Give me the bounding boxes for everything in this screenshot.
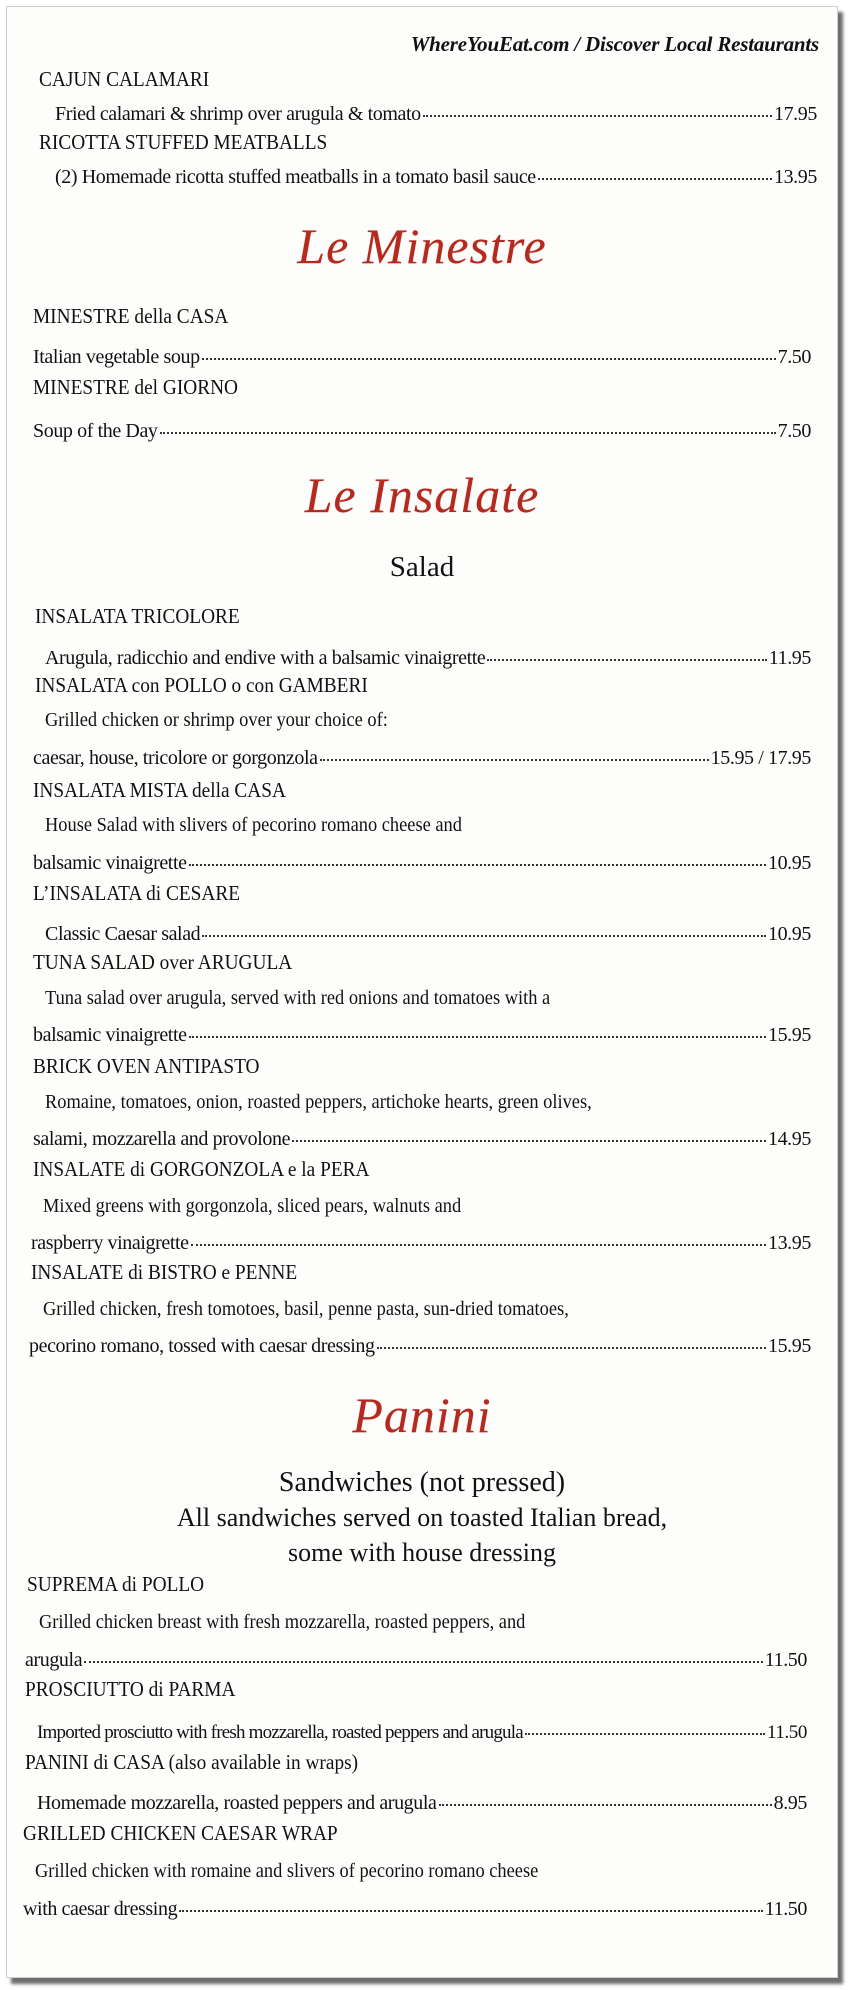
section-heading-panini: Panini: [352, 1387, 492, 1443]
menu-item-price: 15.95: [767, 1024, 811, 1046]
dot-leader: [538, 160, 772, 180]
menu-item-description: House Salad with slivers of pecorino romano cheese and: [45, 814, 462, 836]
menu-item-name: INSALATE di BISTRO e PENNE: [31, 1260, 298, 1284]
menu-item-description: Soup of the Day: [33, 420, 158, 442]
menu-item-price: 13.95: [773, 166, 817, 188]
menu-item-price-line: [45, 644, 811, 670]
menu-item-price-line: [37, 1718, 807, 1745]
menu-item-description: with caesar dressing: [23, 1898, 178, 1920]
menu-item-description: caesar, house, tricolore or gorgonzola: [33, 747, 318, 769]
menu-item-price-line: [33, 1021, 811, 1047]
menu-item-price: 15.95 / 17.95: [710, 747, 811, 769]
dot-leader: [202, 340, 776, 360]
dot-leader: [84, 1643, 763, 1663]
menu-item-price-line: [55, 100, 817, 126]
dot-leader: [320, 741, 709, 761]
section-subheading-salad: Salad: [389, 551, 455, 583]
menu-item-description: Imported prosciutto with fresh mozzarella, roasted peppers and arugula: [37, 1722, 523, 1743]
menu-item-price: 10.95: [767, 923, 811, 945]
menu-item-price: 11.50: [764, 1649, 807, 1671]
menu-item-price: 17.95: [773, 103, 817, 125]
panini-note-line-2: some with house dressing: [288, 1538, 556, 1567]
dot-leader: [189, 1018, 766, 1038]
menu-item-description: balsamic vinaigrette: [33, 852, 187, 874]
dot-leader: [160, 414, 776, 434]
menu-item-price: 7.50: [777, 420, 811, 442]
dot-leader: [191, 1226, 766, 1246]
menu-item-description: (2) Homemade ricotta stuffed meatballs in a tomato basil sauce: [55, 166, 536, 188]
menu-item-price: 15.95: [767, 1335, 811, 1357]
menu-item-price-line: [45, 920, 811, 946]
menu-item-price: 11.95: [768, 647, 811, 669]
dot-leader: [487, 641, 766, 661]
menu-item-name: INSALATE di GORGONZOLA e la PERA: [33, 1157, 370, 1181]
menu-item-price-line: [33, 1125, 811, 1151]
menu-item-price-line: [29, 1332, 811, 1358]
menu-item-name: GRILLED CHICKEN CAESAR WRAP: [23, 1821, 338, 1845]
dot-leader: [292, 1122, 766, 1142]
menu-item-price: 11.50: [766, 1722, 807, 1743]
menu-item-name: INSALATA TRICOLORE: [35, 604, 240, 628]
menu-item-name: PROSCIUTTO di PARMA: [25, 1677, 236, 1701]
dot-leader: [439, 1786, 772, 1806]
menu-item-description: Grilled chicken or shrimp over your choice of:: [45, 709, 388, 731]
menu-item-price: 14.95: [767, 1128, 811, 1150]
menu-item-description: Romaine, tomatoes, onion, roasted peppers, artichoke hearts, green olives,: [45, 1091, 592, 1113]
panini-note-line-1: All sandwiches served on toasted Italian bread,: [176, 1503, 668, 1532]
menu-item-description: raspberry vinaigrette: [31, 1232, 189, 1254]
dot-leader: [189, 846, 766, 866]
menu-item-description: Classic Caesar salad: [45, 923, 201, 945]
site-watermark: WhereYouEat.com / Discover Local Restaurants: [410, 32, 819, 56]
menu-item-description: Tuna salad over arugula, served with red onions and tomatoes with a: [45, 987, 551, 1009]
menu-item-name: TUNA SALAD over ARUGULA: [33, 950, 293, 974]
menu-item-price-line: [37, 1789, 807, 1815]
dot-leader: [179, 1892, 763, 1912]
menu-item-price: 8.95: [773, 1792, 807, 1814]
menu-item-price: 7.50: [777, 346, 811, 368]
dot-leader: [202, 917, 766, 937]
menu-item-name: L’INSALATA di CESARE: [33, 881, 241, 905]
dot-leader: [423, 97, 772, 117]
menu-item-price: 10.95: [767, 852, 811, 874]
menu-item-name: MINESTRE del GIORNO: [33, 375, 239, 399]
menu-page: [6, 6, 838, 1978]
menu-item-description: Grilled chicken, fresh tomotoes, basil, penne pasta, sun-dried tomatoes,: [43, 1298, 569, 1320]
menu-item-price-line: [23, 1895, 807, 1921]
menu-item-description: arugula: [25, 1649, 83, 1671]
menu-item-description: Grilled chicken with romaine and slivers of pecorino romano cheese: [35, 1860, 539, 1882]
menu-item-description: Arugula, radicchio and endive with a balsamic vinaigrette: [45, 647, 486, 669]
menu-item-name: RICOTTA STUFFED MEATBALLS: [39, 130, 328, 154]
menu-item-name: PANINI di CASA (also available in wraps): [25, 1750, 359, 1774]
menu-item-price-line: [31, 1229, 811, 1255]
dot-leader: [525, 1715, 765, 1735]
menu-item-description: Mixed greens with gorgonzola, sliced pears, walnuts and: [43, 1195, 462, 1217]
menu-item-description: Italian vegetable soup: [33, 346, 200, 368]
menu-item-description: Fried calamari & shrimp over arugula & tomato: [55, 103, 421, 125]
menu-item-price-line: [33, 417, 811, 443]
menu-item-description: Homemade mozzarella, roasted peppers and arugula: [37, 1792, 437, 1814]
menu-item-name: BRICK OVEN ANTIPASTO: [33, 1054, 260, 1078]
menu-item-name: CAJUN CALAMARI: [39, 67, 210, 91]
menu-item-name: INSALATA con POLLO o con GAMBERI: [35, 673, 368, 697]
section-heading-minestre: Le Minestre: [297, 218, 547, 274]
menu-item-price: 11.50: [764, 1898, 807, 1920]
menu-item-price: 13.95: [767, 1232, 811, 1254]
menu-item-description: Grilled chicken breast with fresh mozzarella, roasted peppers, and: [39, 1611, 526, 1633]
menu-item-price-line: [33, 744, 811, 770]
menu-item-price-line: [33, 343, 811, 369]
menu-item-price-line: [33, 849, 811, 875]
section-heading-insalate: Le Insalate: [304, 467, 540, 523]
menu-item-description: pecorino romano, tossed with caesar dressing: [29, 1335, 375, 1357]
menu-item-name: MINESTRE della CASA: [33, 304, 229, 328]
menu-item-name: SUPREMA di POLLO: [27, 1572, 205, 1596]
dot-leader: [377, 1329, 766, 1349]
section-subheading-sandwiches: Sandwiches (not pressed): [278, 1467, 566, 1498]
menu-item-description: salami, mozzarella and provolone: [33, 1128, 291, 1150]
menu-item-name: INSALATA MISTA della CASA: [33, 778, 286, 802]
menu-item-description: balsamic vinaigrette: [33, 1024, 187, 1046]
menu-item-price-line: [55, 163, 817, 189]
menu-item-price-line: [25, 1646, 807, 1672]
